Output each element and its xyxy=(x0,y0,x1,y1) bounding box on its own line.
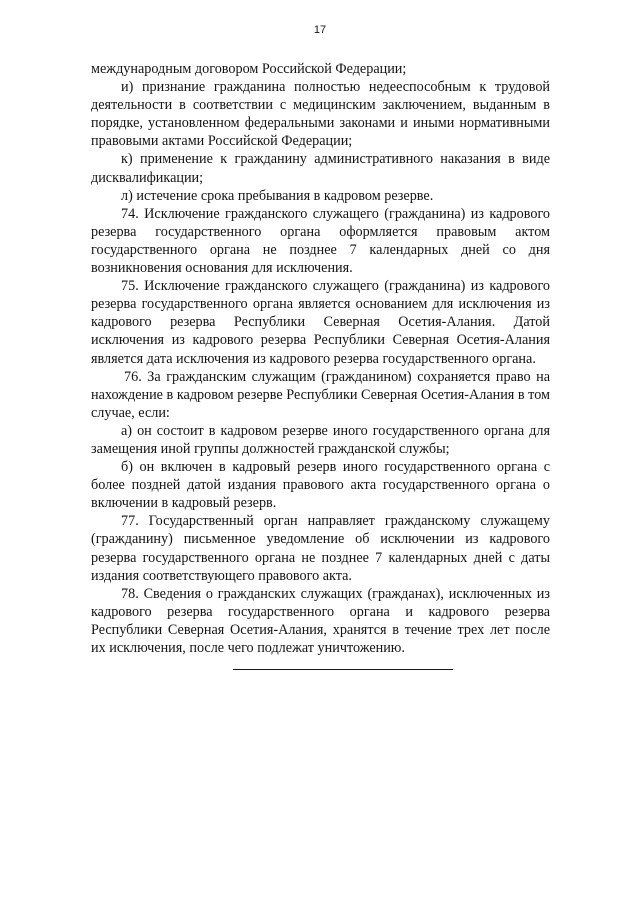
paragraph-item-i: и) признание гражданина полностью недееспособным к трудовой деятельности в соответствии с медицинским заключением, выданным в порядке, установленном федеральными законами и иными нормативными правовыми актами Российской Федерации; xyxy=(91,79,550,150)
paragraph-76: 76. За гражданским служащим (гражданином) сохраняется право на нахождение в кадровом резерве Республики Северная Осетия-Алания в том случае, если: xyxy=(91,368,550,421)
paragraph-item-l: л) истечение срока пребывания в кадровом резерве. xyxy=(121,187,434,204)
document-body xyxy=(91,60,550,657)
page-number: 17 xyxy=(313,24,327,36)
paragraph-77: 77. Государственный орган направляет гражданскому служащему (гражданину) письменное уведомление об исключении из кадрового резерва государственного органа не позднее 7 календарных дней с даты издания соответствующего правового акта. xyxy=(91,513,550,584)
paragraph-item-k: к) применение к гражданину административного наказания в виде дисквалификации; xyxy=(91,151,550,186)
paragraph-74: 74. Исключение гражданского служащего (гражданина) из кадрового резерва государственного органа оформляется правовым актом государственного органа не позднее 7 календарных дней со дня возникновения основания для исключения. xyxy=(91,205,550,277)
paragraph-continuation: международным договором Российской Федерации; xyxy=(91,61,407,77)
end-of-document-rule xyxy=(233,669,453,670)
paragraph-76-b: б) он включен в кадровый резерв иного государственного органа с более поздней датой издания правового акта государственного органа о включении в кадровый резерв. xyxy=(91,459,550,512)
paragraph-76-a: а) он состоит в кадровом резерве иного государственного органа для замещения иной группы должностей гражданской службы; xyxy=(91,422,550,457)
paragraph-75: 75. Исключение гражданского служащего (гражданина) из кадрового резерва государственного органа является основанием для исключения из кадрового резерва Республики Северная Осетия-Алания. Датой исключения из кадрового резерва Республики Северная Осетия-Алания является дата исключения из кадрового резерва государственного органа. xyxy=(91,278,550,367)
paragraph-78: 78. Сведения о гражданских служащих (гражданах), исключенных из кадрового резерва государственного органа и кадрового резерва Республики Северная Осетия-Алания, хранятся в течение трех лет после их исключения, после чего подлежат уничтожению. xyxy=(91,585,550,656)
